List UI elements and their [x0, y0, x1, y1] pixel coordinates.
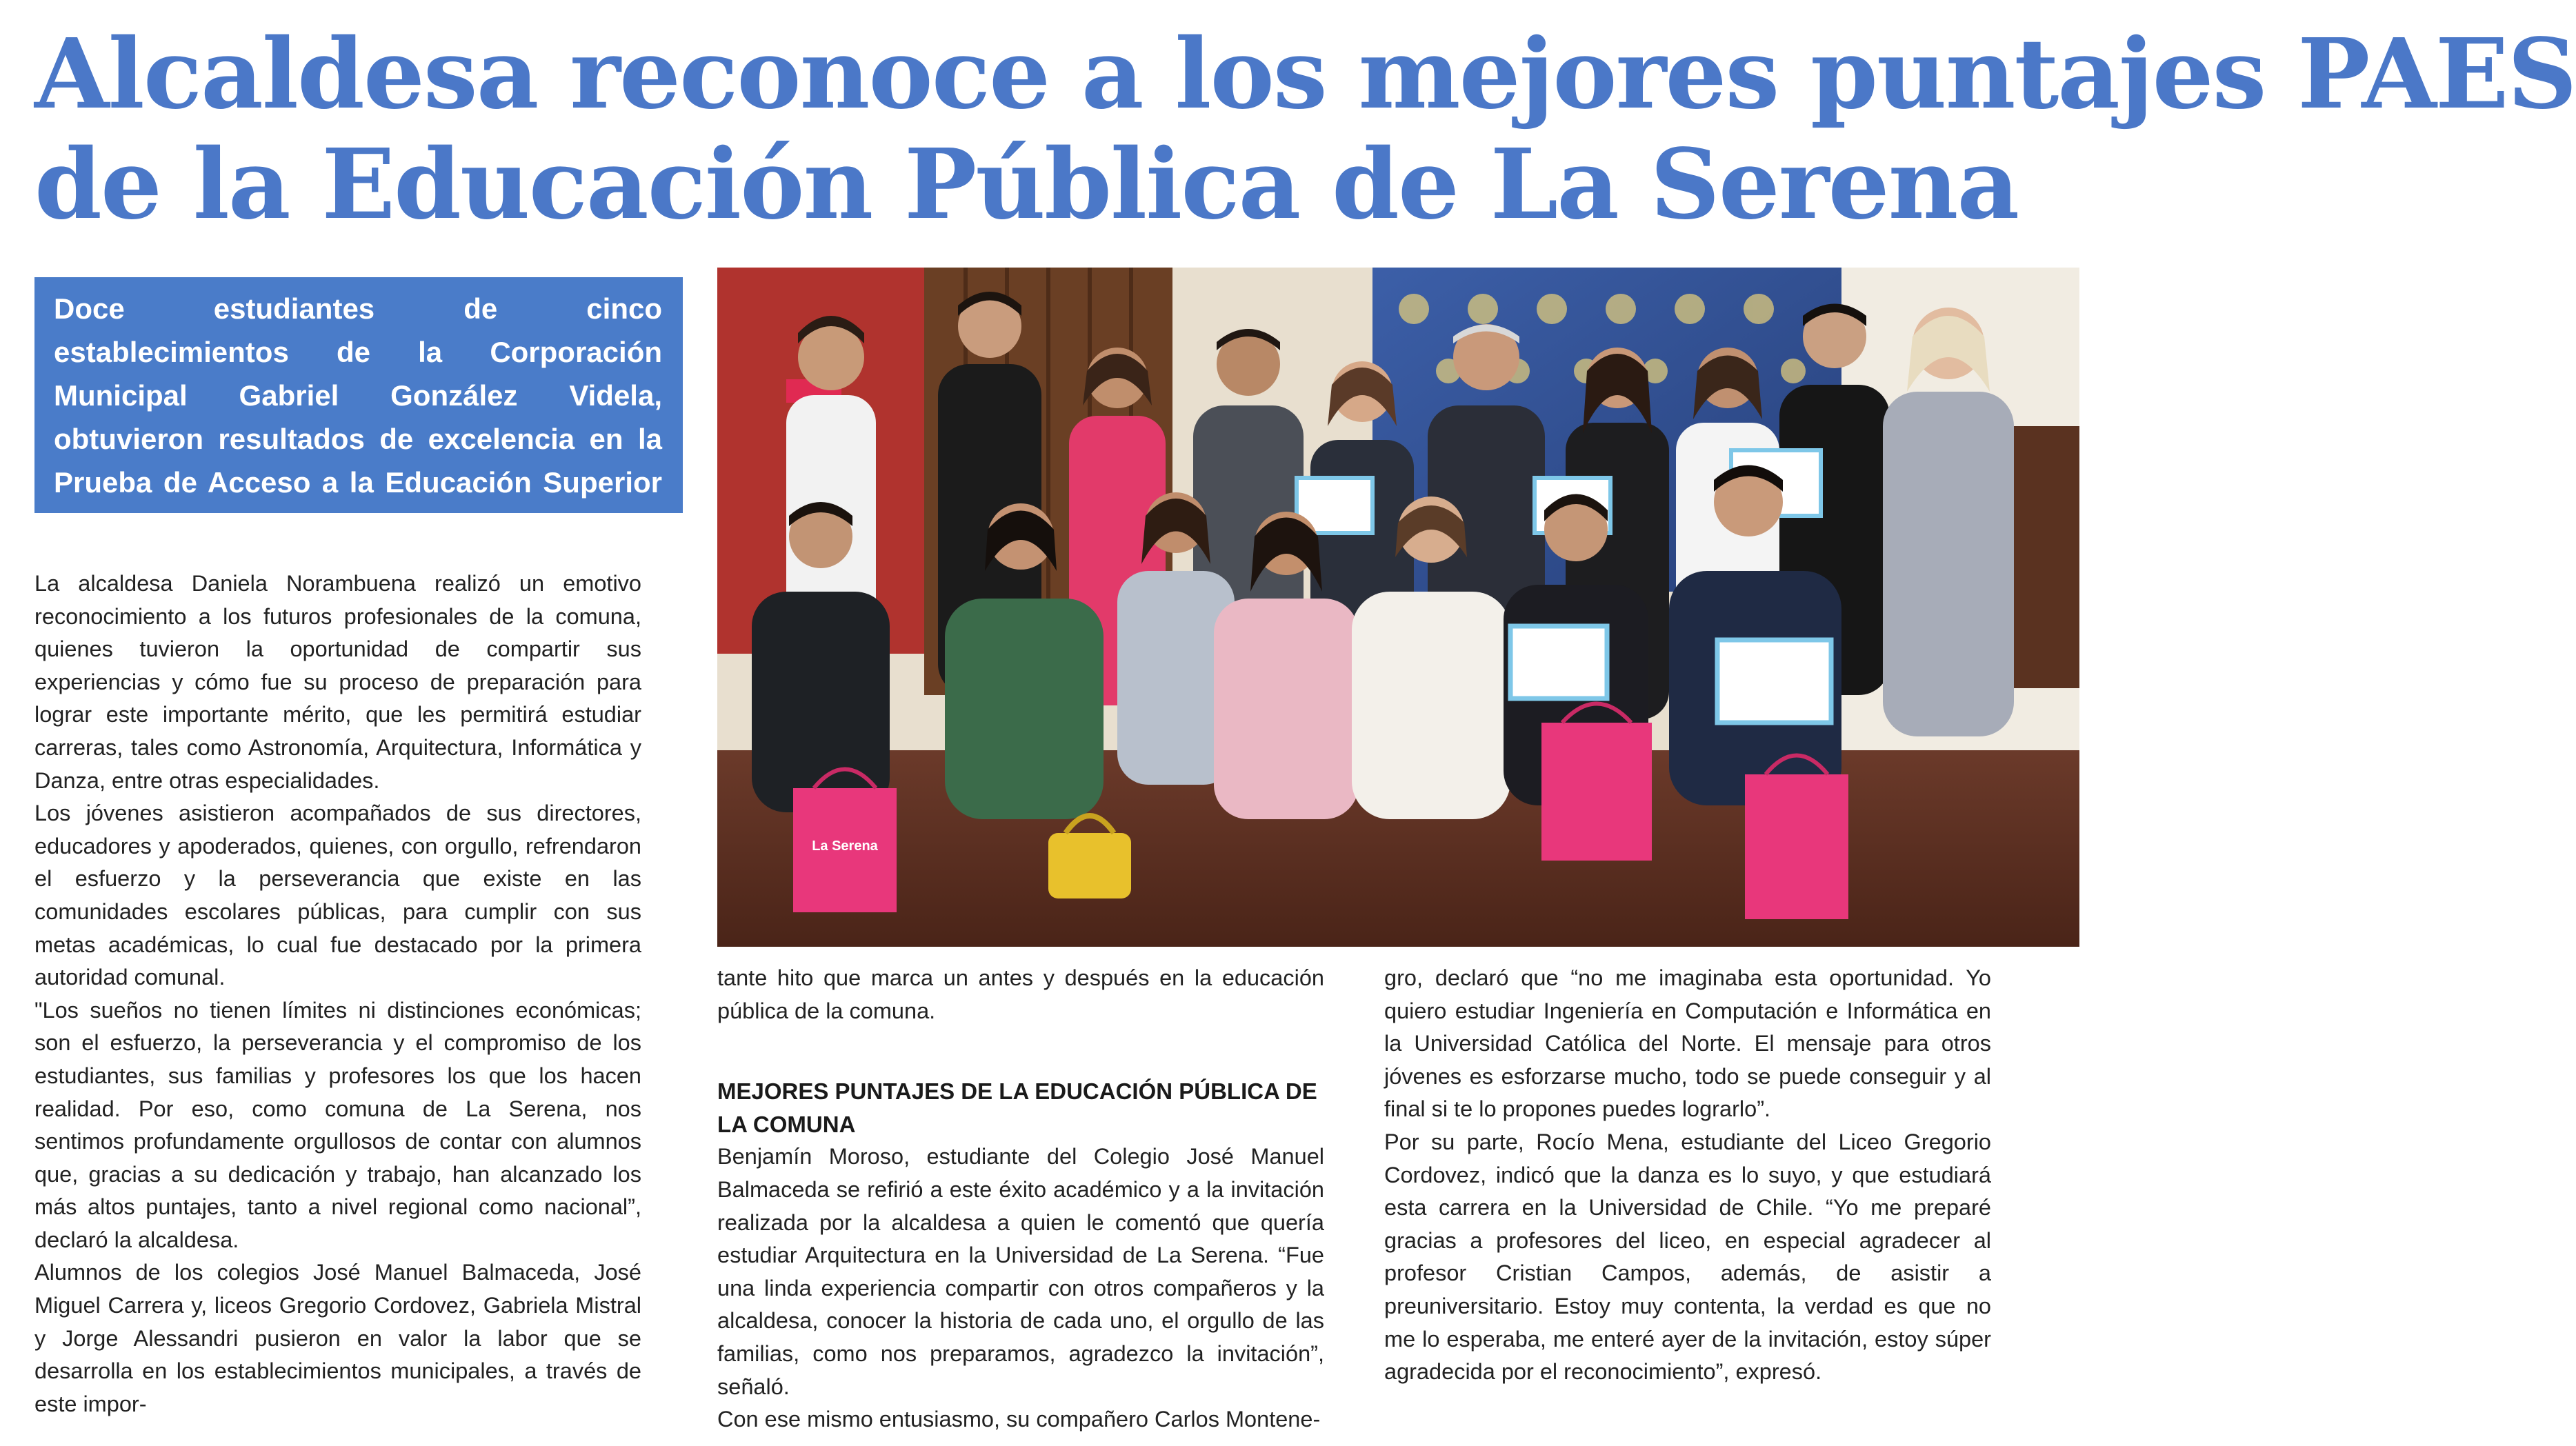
paragraph: "Los sueños no tienen límites ni distinciones económicas; son el esfuerzo, la perseverancia y el compromiso de los estudiantes, sus familias y profesores los que los hacen realidad. Por eso, como comuna de La Serena, nos sentimos profundamente orgullosos de contar con alumnos que, gracias a su dedicación y trabajo, han alcanzado los más altos puntajes, tanto a nivel regional como nacional”, declaró la alcaldesa. — [34, 997, 641, 1252]
section-subheading: MEJORES PUNTAJES DE LA EDUCACIÓN PÚBLICA DE LA COMUNA — [717, 1078, 1317, 1137]
lead-text: Doce estudiantes de cinco establecimientos de la Corporación Municipal Gabriel González Videla, obtuvieron resultados de excelencia en la Prueba de Acceso a la Educación Superior (PAES). — [54, 292, 662, 542]
headline-line-2: de la Educación Pública de La Serena — [34, 128, 2019, 241]
paragraph: gro, declaró que “no me imaginaba esta oportunidad. Yo quiero estudiar Ingeniería en Computación e Informática en la Universidad Católica del Norte. El mensaje para otros jóvenes es esforzarse mucho, todo se puede conseguir y al final si te lo propones puedes lograrlo”. — [1384, 965, 1991, 1122]
paragraph: La alcaldesa Daniela Norambuena realizó un emotivo reconocimiento a los futuros profesionales de la comuna, quienes tuvieron la oportunidad de compartir sus experiencias y cómo fue su proceso de preparación para lograr este importante mérito, que les permitirá estudiar carreras, tales como Astronomía, Arquitectura, Informática y Danza, entre otras especialidades. — [34, 571, 641, 793]
yellow-handbag — [1048, 833, 1131, 898]
body-column-1 — [34, 568, 641, 1420]
paragraph: Benjamín Moroso, estudiante del Colegio José Manuel Balmaceda se refirió a este éxito académico y a la invitación realizada por la alcaldesa a quien le comentó que quería estudiar Arquitectura en la Universidad de La Serena. “Fue una linda experiencia compartir con otros compañeros y la alcaldesa, conocer la historia de cada uno, el orgullo de las familias, como nos preparamos, agradezco la invitación”, señaló. — [717, 1144, 1324, 1399]
article-headline — [34, 18, 2576, 241]
body-column-2 — [717, 962, 1324, 1436]
body-column-3 — [1384, 962, 1991, 1389]
paragraph: Alumnos de los colegios José Manuel Balmaceda, José Miguel Carrera y, liceos Gregorio Cordovez, Gabriela Mistral y Jorge Alessandri pusieron en valor la labor que se desarrolla en los establecimientos municipales, a través de este impor- — [34, 1260, 641, 1416]
lead-box — [34, 277, 683, 542]
group-photo-illustration — [717, 268, 2079, 947]
paragraph: Con ese mismo entusiasmo, su compañero Carlos Montene- — [717, 1407, 1321, 1432]
paragraph: tante hito que marca un antes y después en la educación pública de la comuna. — [717, 965, 1324, 1023]
paragraph: Los jóvenes asistieron acompañados de sus directores, educadores y apoderados, quienes, con orgullo, refrendaron el esfuerzo y la perseverancia que existe en las comunidades escolares públicas, para cumplir con sus metas académicas, lo cual fue destacado por la primera autoridad comunal. — [34, 801, 641, 990]
group-photo — [717, 268, 2079, 947]
paragraph: Por su parte, Rocío Mena, estudiante del Liceo Gregorio Cordovez, indicó que la danza es lo suyo, y que estudiará esta carrera en la Universidad de Chile. “Yo me preparé gracias a profesores del liceo, en especial agradecer al profesor Cristian Campos, además, de asistir a preuniversitario. Estoy muy contenta, la verdad es que no me lo esperaba, me enteré ayer de la invitación, estoy súper agradecida por el reconocimiento”, expresó. — [1384, 1129, 1991, 1385]
headline-line-1: Alcaldesa reconoce a los mejores puntajes PAES — [34, 18, 2576, 131]
bag-label: La Serena — [812, 839, 878, 854]
